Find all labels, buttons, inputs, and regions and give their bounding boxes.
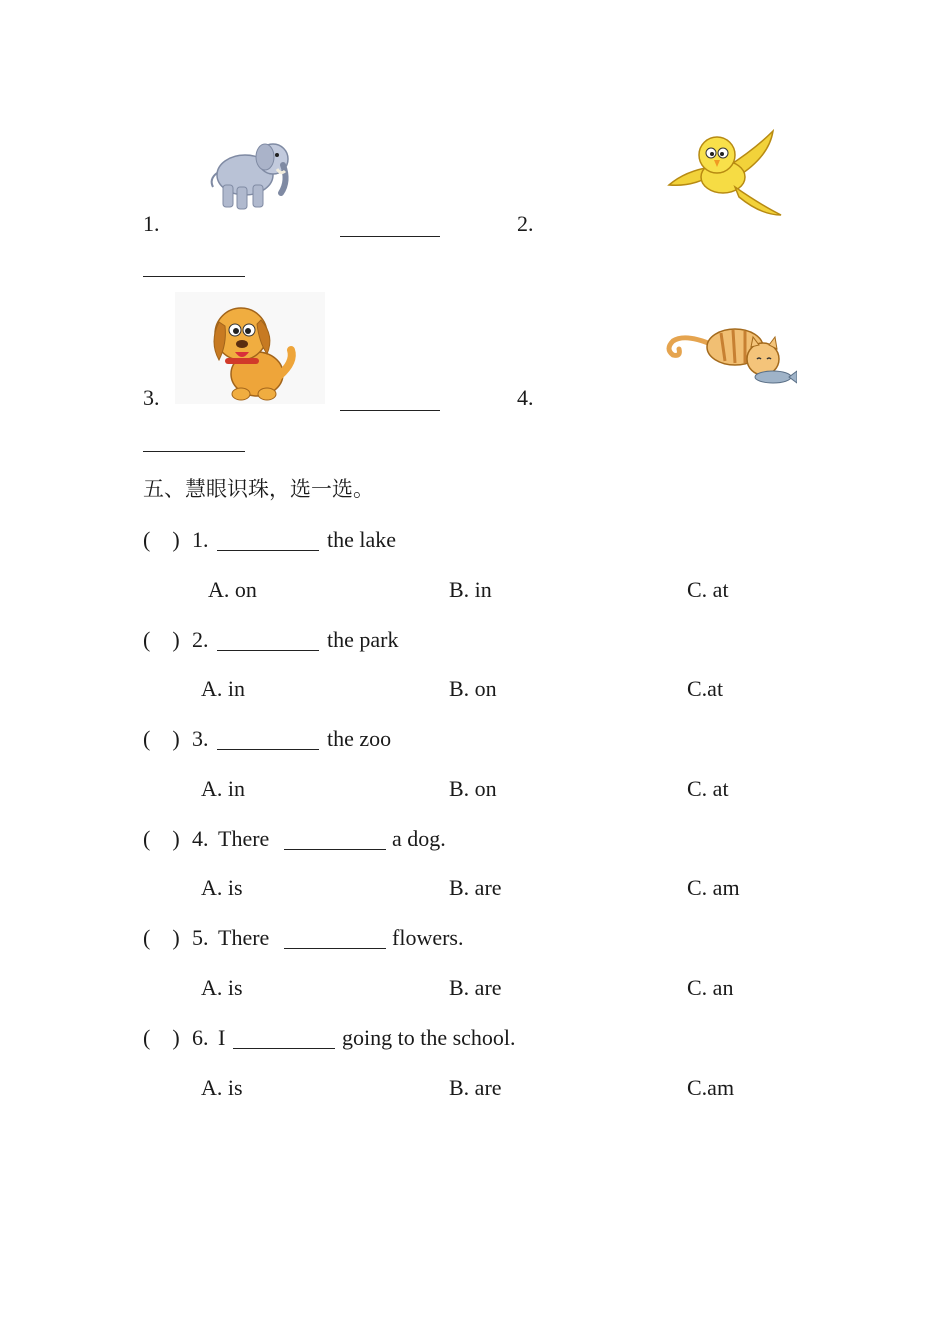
question-3-option-b[interactable]: B. on	[449, 776, 497, 801]
question-4-blank[interactable]	[284, 849, 386, 850]
picture-number-2: 2.	[517, 211, 534, 236]
answer-blank-4[interactable]	[143, 451, 245, 452]
question-5-blank[interactable]	[284, 948, 386, 949]
question-6-paren[interactable]: ( )	[143, 1025, 180, 1050]
question-5-option-b[interactable]: B. are	[449, 975, 502, 1000]
question-5-number: 5.	[192, 925, 209, 950]
question-5-option-a[interactable]: A. is	[201, 975, 243, 1000]
question-4-option-c[interactable]: C. am	[687, 875, 740, 900]
question-2-option-c[interactable]: C.at	[687, 676, 724, 701]
question-5-paren[interactable]: ( )	[143, 925, 180, 950]
question-6-option-c[interactable]: C.am	[687, 1075, 735, 1100]
question-5-text: flowers.	[392, 925, 464, 950]
question-1-blank[interactable]	[217, 550, 319, 551]
question-6-lead: I	[218, 1025, 226, 1050]
question-4-option-a[interactable]: A. is	[201, 875, 243, 900]
question-4-lead: There	[218, 826, 270, 851]
question-4-text: a dog.	[392, 826, 446, 851]
question-2-option-a[interactable]: A. in	[201, 676, 245, 701]
question-3-option-a[interactable]: A. in	[201, 776, 245, 801]
question-2-paren[interactable]: ( )	[143, 627, 180, 652]
answer-blank-2[interactable]	[143, 276, 245, 277]
question-3-paren[interactable]: ( )	[143, 726, 180, 751]
question-4-paren[interactable]: ( )	[143, 826, 180, 851]
question-4-option-b[interactable]: B. are	[449, 875, 502, 900]
cat-icon	[665, 315, 797, 389]
question-3-number: 3.	[192, 726, 209, 751]
question-3-option-c[interactable]: C. at	[687, 776, 729, 801]
question-6-option-b[interactable]: B. are	[449, 1075, 502, 1100]
picture-number-1: 1.	[143, 211, 160, 236]
question-1-option-a[interactable]: A. on	[208, 577, 257, 602]
question-1-option-b[interactable]: B. in	[449, 577, 492, 602]
question-1-option-c[interactable]: C. at	[687, 577, 729, 602]
question-1-text: the lake	[327, 527, 397, 552]
answer-blank-3[interactable]	[340, 410, 440, 411]
section-title: 五、慧眼识珠，选一选。	[143, 477, 374, 501]
question-6-number: 6.	[192, 1025, 209, 1050]
bird-icon	[665, 127, 785, 219]
dog-icon	[175, 292, 325, 404]
question-3-blank[interactable]	[217, 749, 319, 750]
question-6-text: going to the school.	[342, 1025, 516, 1050]
question-2-option-b[interactable]: B. on	[449, 676, 497, 701]
question-6-blank[interactable]	[233, 1048, 335, 1049]
question-1-paren[interactable]: ( )	[143, 527, 180, 552]
answer-blank-1[interactable]	[340, 236, 440, 237]
question-2-text: the park	[327, 627, 399, 652]
question-2-blank[interactable]	[217, 650, 319, 651]
picture-number-3: 3.	[143, 385, 160, 410]
question-2-number: 2.	[192, 627, 209, 652]
question-3-text: the zoo	[327, 726, 392, 751]
question-6-option-a[interactable]: A. is	[201, 1075, 243, 1100]
picture-number-4: 4.	[517, 385, 534, 410]
question-1-number: 1.	[192, 527, 209, 552]
elephant-icon	[205, 135, 295, 213]
question-5-lead: There	[218, 925, 270, 950]
question-4-number: 4.	[192, 826, 209, 851]
question-5-option-c[interactable]: C. an	[687, 975, 734, 1000]
